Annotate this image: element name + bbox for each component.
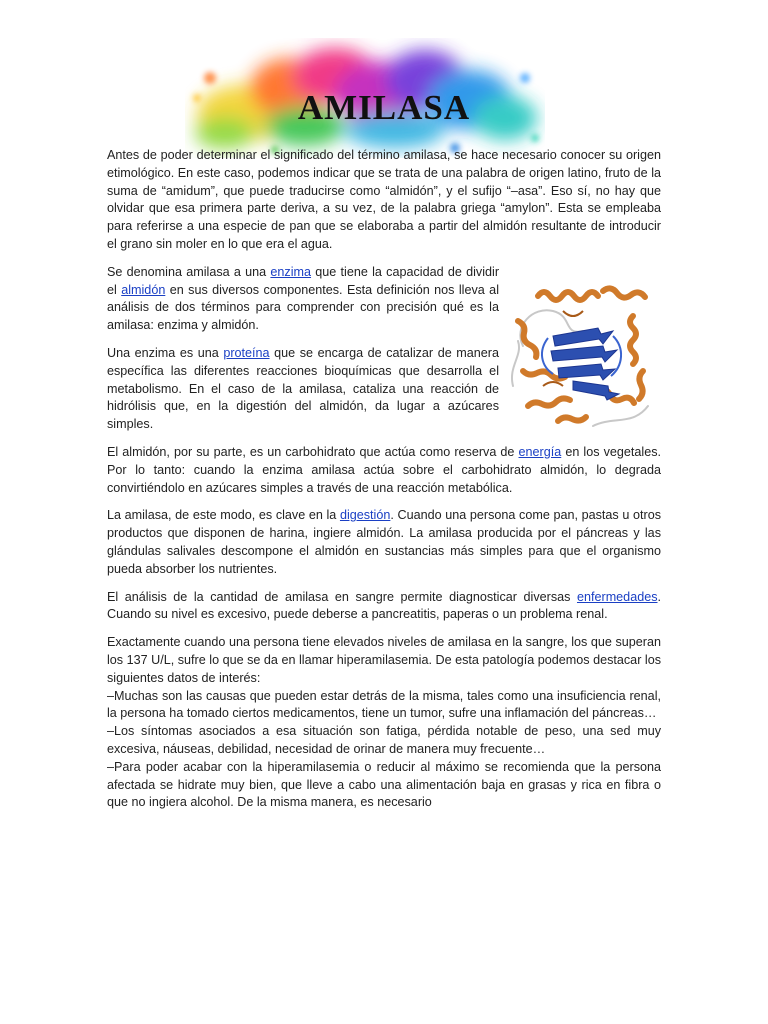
text-segment: en sus diversos componentes. Esta definición nos lleva al análisis de dos términos para comprender con precisión qué es la amilasa: enzima y almidón. <box>107 282 499 333</box>
link-almidon[interactable]: almidón <box>121 282 166 297</box>
page-title: AMILASA <box>297 88 471 127</box>
text-segment: que se encarga de catalizar de manera específica las diferentes reacciones bioquímicas que desarrolla el metabolismo. En el caso de la amilasa, cataliza una reacción de hidrólisis que, en la digestión del almidón, da lugar a azúcares simples. <box>107 345 499 432</box>
paragraph-etymology: Antes de poder determinar el significado del término amilasa, se hace necesario conocer su origen etimológico. En este caso, podemos indicar que se trata de una palabra de origen latino, fruto de la suma de “amidum”, que puede traducirse como “almidón”, y el sufijo “–asa”. Eso sí, no hay que olvidar que esa primera parte deriva, a su vez, de la palabra griega “amylon”. Esta se empleaba para referirse a una especie de pan que se elaboraba a partir del almidón resultante de introducir el grano sin moler en lo que era el agua. <box>107 148 661 251</box>
paragraph-hyperamylasemia: Exactamente cuando una persona tiene elevados niveles de amilasa en la sangre, los que superan los 137 U/L, sufre lo que se da en llamar hiperamilasemia. De esta patología podemos destacar los siguientes datos de interés: <box>107 635 661 685</box>
list-item-symptoms: –Los síntomas asociados a esa situación son fatiga, pérdida notable de peso, una sed muy excesiva, náuseas, debilidad, necesidad de orinar de manera muy frecuente… <box>107 724 661 756</box>
text-segment: que tiene la capacidad de dividir el <box>107 264 500 297</box>
link-enfermedades[interactable]: enfermedades <box>576 589 658 604</box>
text-segment: en los vegetales. Por lo tanto: cuando la enzima amilasa actúa sobre el carbohidrato almidón, lo degrada convirtiéndolo en azúcares simples a través de una reacción metabólica. <box>107 444 661 495</box>
text-segment: . Cuando una persona come pan, pastas u otros productos que disponen de harina, ingiere almidón. La amilasa producida por el páncreas y las glándulas salivales descompone el almidón en sustancias más simples para que el organismo pueda absorber los nutrientes. <box>107 508 662 576</box>
paragraph-definition <box>107 264 499 335</box>
link-digestion[interactable]: digestión <box>339 508 391 523</box>
link-energia[interactable]: energía <box>518 444 562 459</box>
list-item-causes: –Muchas son las causas que pueden estar detrás de la misma, tales como una insuficiencia renal, la persona ha tomado ciertos medicamentos, tiene un tumor, sufre una inflamación del páncreas… <box>107 688 661 721</box>
text-segment: . Cuando su nivel es excesivo, puede deberse a pancreatitis, paperas o un problema renal. <box>107 589 661 622</box>
text-segment: La amilasa, de este modo, es clave en la <box>107 508 340 523</box>
text-segment: El análisis de la cantidad de amilasa en sangre permite diagnosticar diversas <box>107 589 577 604</box>
link-proteina[interactable]: proteína <box>223 345 270 360</box>
text-segment: Una enzima es una <box>107 345 224 360</box>
paragraph-enzyme <box>107 345 499 434</box>
paragraph-starch <box>107 444 661 497</box>
article-body <box>107 147 661 812</box>
text-segment: Se denomina amilasa a una <box>107 264 271 279</box>
list-item-treatment: –Para poder acabar con la hiperamilasemia o reducir al máximo se recomienda que la persona afectada se hidrate muy bien, que lleve a cabo una alimentación baja en grasas y rica en fibra o que no ingiera alcohol. De la misma manera, es necesario <box>107 759 661 810</box>
paragraph-diagnosis <box>107 589 661 625</box>
paragraph-digestion <box>107 507 661 578</box>
link-enzima[interactable]: enzima <box>270 264 312 279</box>
text-segment: El almidón, por su parte, es un carbohidrato que actúa como reserva de <box>107 444 519 459</box>
